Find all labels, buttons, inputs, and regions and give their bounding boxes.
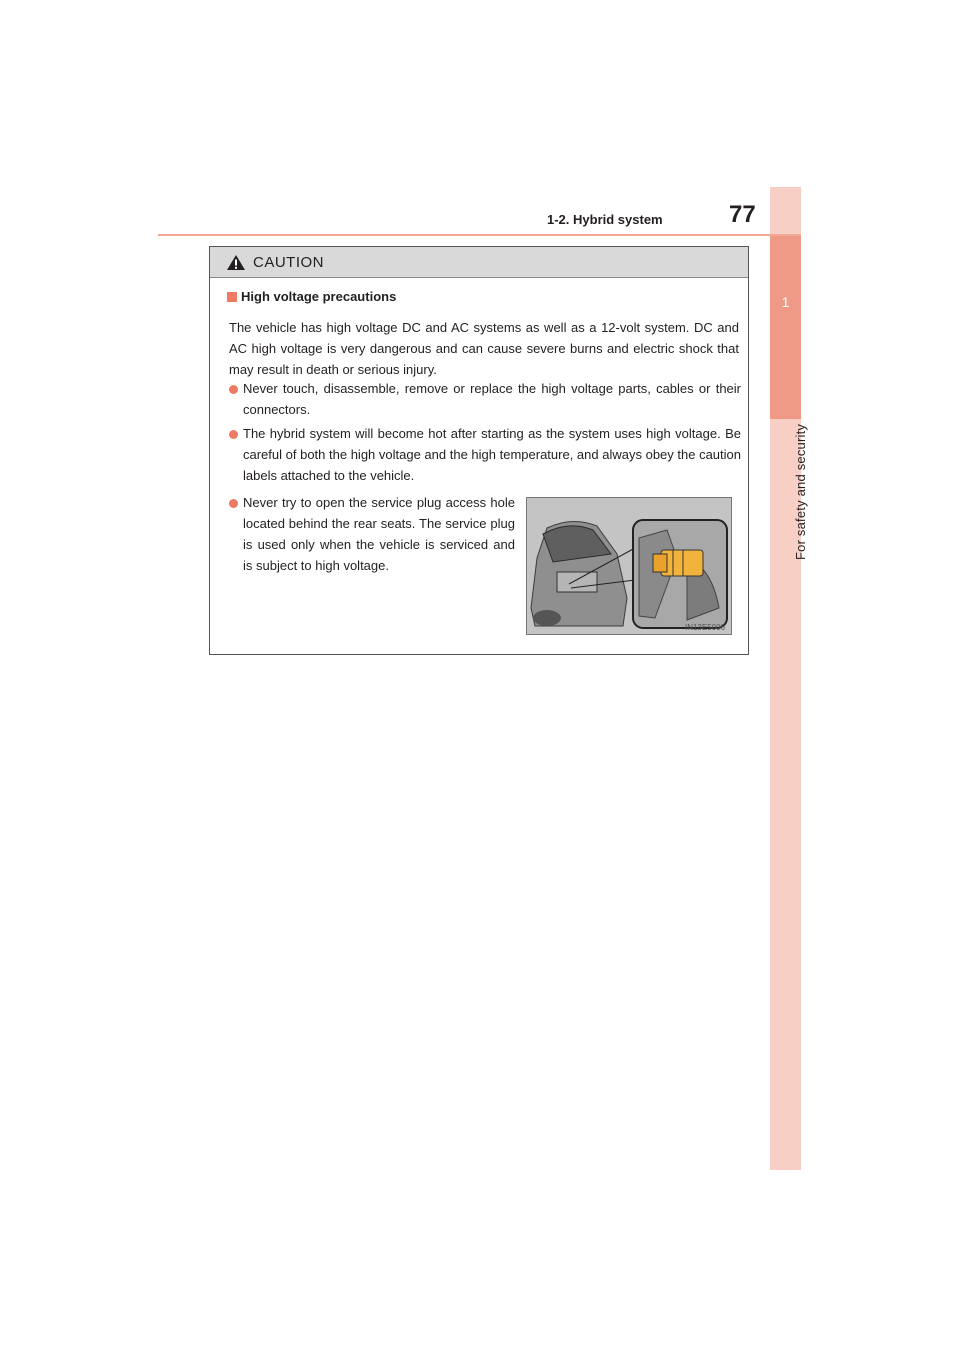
- chapter-label-wrap: [770, 340, 808, 580]
- caution-header: [210, 247, 748, 278]
- service-plug-illustration: [526, 497, 732, 635]
- caution-heading: High voltage precautions: [241, 289, 397, 304]
- square-bullet-icon: [227, 292, 237, 302]
- caution-title: CAUTION: [253, 254, 324, 271]
- warning-icon: [226, 254, 246, 271]
- service-plug-drawing: [527, 498, 731, 634]
- chapter-number: 1: [781, 294, 790, 310]
- section-title: 1-2. Hybrid system: [547, 212, 663, 227]
- round-bullet-icon: [229, 430, 238, 439]
- figure-code: IN13E5006: [684, 623, 725, 632]
- round-bullet-icon: [229, 499, 238, 508]
- round-bullet-icon: [229, 385, 238, 394]
- caution-bullet-1: Never touch, disassemble, remove or replace the high voltage parts, cables or their connectors.: [243, 381, 741, 417]
- caution-intro: The vehicle has high voltage DC and AC systems as well as a 12-volt system. DC and AC high voltage is very dangerous and can cause severe burns and electric shock that may result in death or serious injury.: [229, 320, 739, 377]
- header-rule: [158, 234, 801, 236]
- page-number: 77: [729, 201, 756, 228]
- chapter-label: For safety and security: [792, 423, 808, 560]
- caution-bullet-3: Never try to open the service plug access hole located behind the rear seats. The service plug is used only when the vehicle is serviced and is subject to high voltage.: [243, 495, 515, 573]
- caution-bullet-2: The hybrid system will become hot after starting as the system uses high voltage. Be careful of both the high voltage and the high temperature, and always obey the caution labels attached to the vehicle.: [243, 426, 741, 483]
- caution-box: [209, 246, 749, 655]
